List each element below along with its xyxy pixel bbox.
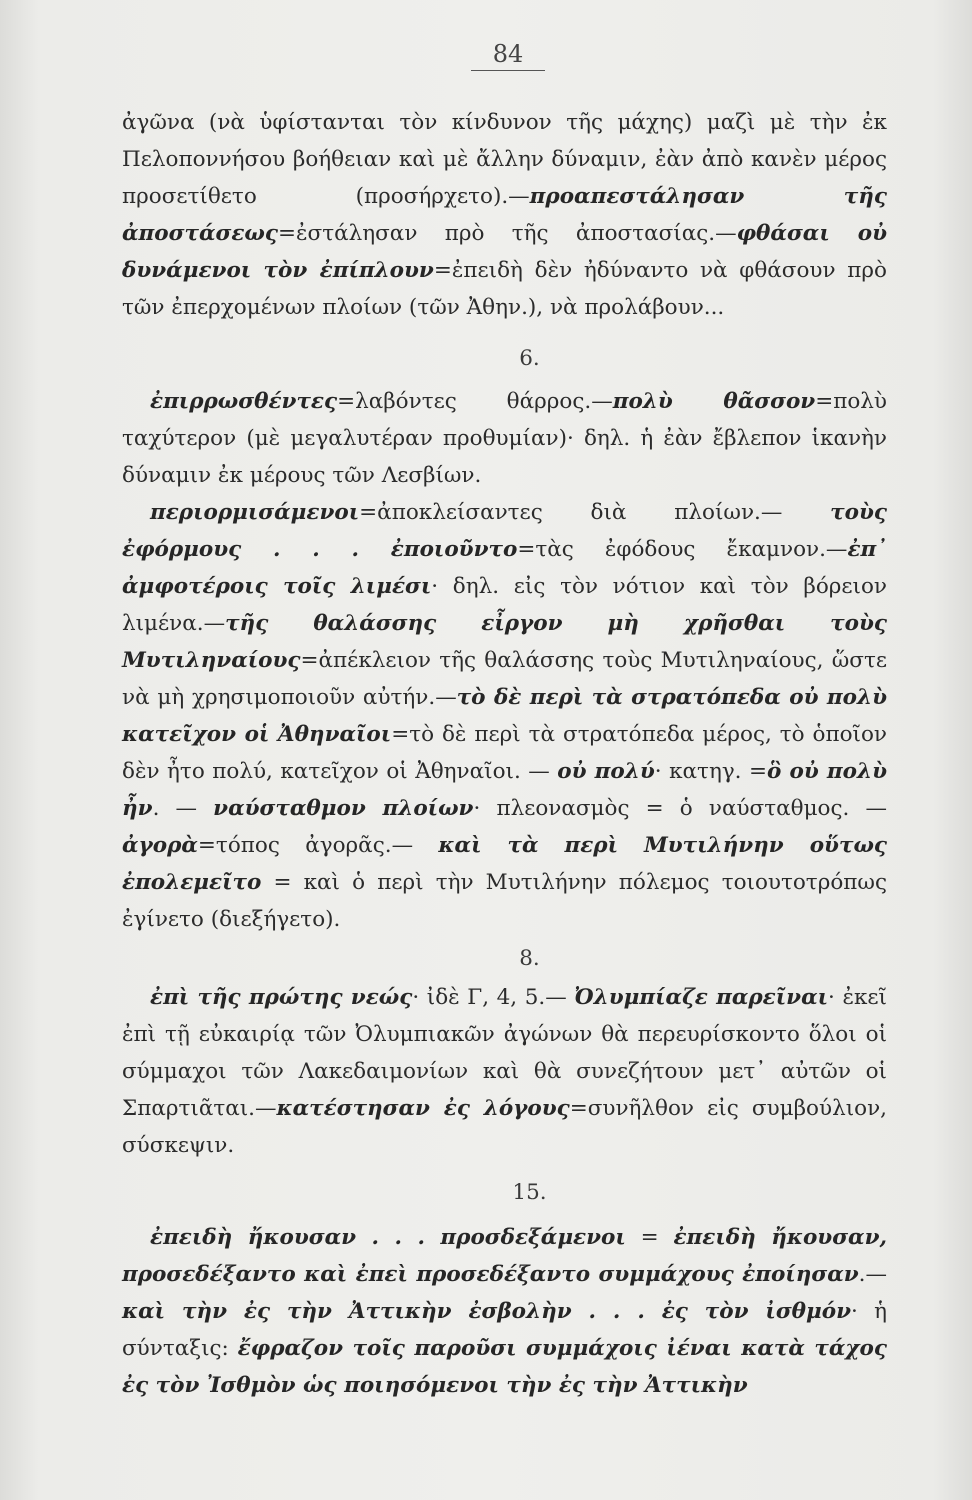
gloss-text: · ἐκεῖ ἐπὶ τῇ εὐκαιρίᾳ τῶν Ὀλυμπιακῶν ἀγώνων θὰ περευρίσκοντο ὅλοι οἱ σύμμαχοι τῶν Λακεδαιμονίων καὶ θὰ συνεζήτουν μετ᾽ αὐτῶν οἱ Σπαρτιᾶται.— — [122, 985, 887, 1121]
lemma-term: ἐπιρρωσθέντες — [150, 389, 338, 414]
gloss-text: · κατηγ. = — [654, 759, 768, 784]
lemma-term: φθάσαι οὐ δυνάμενοι τὸν ἐπίπλουν — [122, 221, 887, 283]
lemma-term: ἐπειδὴ ἤκουσαν, προσεδέξαντο καὶ ἐπεὶ προσεδέξαντο συμμάχους ἐποίησαν — [122, 1225, 888, 1287]
lemma-term: καὶ τὴν ἐς τὴν Ἀττικὴν ἐσβολὴν . . . ἐς τὸν ἰσθμόν — [122, 1299, 852, 1324]
gloss-text: =ἐστάλησαν πρὸ τῆς ἀποστασίας.— — [277, 221, 737, 246]
gloss-text: =τὰς ἐφόδους ἔκαμνον.— — [517, 537, 848, 562]
intro-paragraph — [122, 104, 887, 326]
gloss-text: =ἀποκλείσαντες διὰ πλοίων.— — [359, 500, 831, 525]
lemma-term: πολὺ θᾶσσον — [612, 389, 816, 414]
gloss-text: . — — [152, 796, 214, 821]
gloss-text: = καὶ ὁ περὶ τὴν Μυτιλήνην πόλεμος τοιουτοτρόπως ἐγίνετο (διεξήγετο). — [122, 870, 887, 932]
lemma-term: ναύσταθμον πλοίων — [213, 796, 474, 821]
lemma-term: κατέστησαν ἐς λόγους — [276, 1096, 570, 1121]
gloss-text: =λαβόντες θάρρος.— — [337, 389, 613, 414]
lemma-term: τῆς θαλάσσης εἶργον μὴ χρῆσθαι τοὺς Μυτιληναίους — [122, 611, 887, 673]
section-number-15: 15. — [512, 1180, 547, 1205]
gloss-text: ἀγῶνα (νὰ ὑφίστανται τὸν κίνδυνον τῆς μάχης) μαζὶ μὲ τὴν ἐκ Πελοποννήσου βοήθειαν καὶ μὲ ἄλλην δύναμιν, ἐὰν ἀπὸ κανὲν μέρος προσετίθετο (προσήρχετο).— — [122, 110, 887, 209]
lemma-term: περιορμισάμενοι — [150, 500, 360, 525]
paragraph-6-2 — [122, 494, 887, 938]
lemma-term: ἀγορὰ — [122, 833, 198, 858]
intro-block — [122, 104, 887, 326]
gloss-text: = — [625, 1225, 674, 1250]
lemma-term: ἐπ᾽ ἀμφοτέροις τοῖς λιμέσι — [122, 537, 887, 599]
gloss-text: =τὸ δὲ περὶ τὰ στρατόπεδα μέρος, τὸ ὁποῖον δὲν ἦτο πολύ, κατεῖχον οἱ Ἀθηναῖοι. — — [122, 722, 887, 784]
gloss-text: =τόπος ἀγορᾶς.— — [197, 833, 439, 858]
section-number-6: 6. — [519, 346, 540, 371]
lemma-term: Ὀλυμπίαζε παρεῖναι — [574, 985, 829, 1010]
lemma-term: τοὺς ἐφόρμους . . . ἐποιοῦντο — [122, 500, 887, 562]
gloss-text: · δηλ. εἰς τὸν νότιον καὶ τὸν βόρειον λιμένα.— — [122, 574, 887, 636]
lemma-term: ὃ οὐ πολὺ ἦν — [122, 759, 887, 821]
paragraph-8-1 — [122, 979, 887, 1164]
lemma-term: ἐπὶ τῆς πρώτης νεώς — [150, 985, 413, 1010]
lemma-term: ἔφραζον τοῖς παροῦσι συμμάχοις ἰέναι κατὰ τάχος ἐς τὸν Ἰσθμὸν ὡς ποιησόμενοι τὴν ἐς τὴν Ἀττικὴν — [122, 1336, 887, 1398]
gloss-text: =ἀπέκλειον τῆς θαλάσσης τοὺς Μυτιληναίους, ὥστε νὰ μὴ χρησιμοποιοῦν αὐτήν.— — [122, 648, 887, 710]
gloss-text: =συνῆλθον εἰς συμβούλιον, σύσκεψιν. — [122, 1096, 887, 1158]
paragraph-6-1 — [122, 383, 887, 494]
gloss-text: =ἐπειδὴ δὲν ἠδύναντο νὰ φθάσουν πρὸ τῶν ἐπερχομένων πλοίων (τῶν Ἀθην.), νὰ προλάβουν... — [122, 258, 887, 320]
lemma-term: καὶ τὰ περὶ Μυτιλήνην οὕτως ἐπολεμεῖτο — [122, 833, 888, 895]
page-number: 84 — [0, 40, 972, 71]
gloss-text: .— — [858, 1262, 887, 1287]
section-number-8: 8. — [519, 946, 540, 971]
gloss-text: =πολὺ ταχύτερον (μὲ μεγαλυτέραν προθυμίαν)· δηλ. ἡ ἐὰν ἔβλεπον ἱκανὴν δύναμιν ἐκ μέρους τῶν Λεσβίων. — [122, 389, 887, 488]
gloss-text: · ἡ σύνταξις: — [122, 1299, 887, 1361]
lemma-term: ἐπειδὴ ἤκουσαν . . . προσδεξάμενοι — [150, 1225, 626, 1250]
gloss-text: · πλεονασμὸς = ὁ ναύσταθμος. — — [473, 796, 887, 821]
text-body — [122, 104, 887, 1404]
lemma-term: προαπεστάλησαν τῆς ἀποστάσεως — [122, 184, 887, 246]
gloss-text: · ἰδὲ Γ, 4, 5.— — [412, 985, 575, 1010]
lemma-term: τὸ δὲ περὶ τὰ στρατόπεδα οὐ πολὺ κατεῖχον οἱ Ἀθηναῖοι — [122, 685, 887, 747]
paragraph-15-1 — [122, 1219, 887, 1404]
lemma-term: οὐ πολύ — [557, 759, 655, 784]
